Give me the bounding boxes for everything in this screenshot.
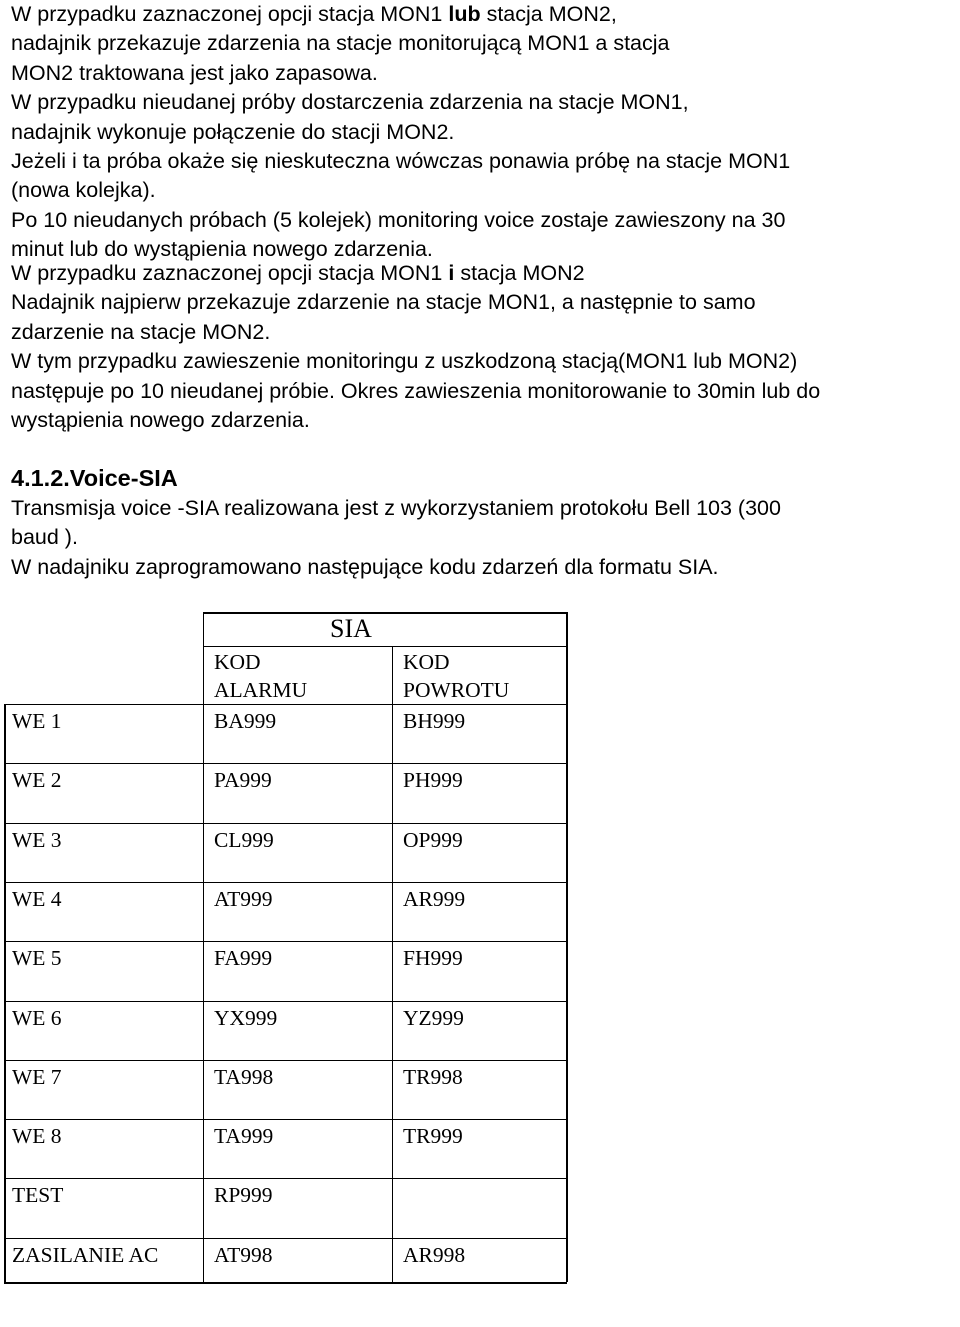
- alarm-code-cell: CL999: [214, 828, 274, 852]
- bold-keyword-i: i: [448, 261, 455, 285]
- alarm-code-cell: AT999: [214, 887, 273, 911]
- paragraph-text: stacja MON2, nadajnik przekazuje zdarzenia na stacje monitorującą MON1 a stacja MON2 traktowana jest jako zapasowa. W przypadku nieudanej próby dostarczenia zdarzenia na stacje MON1, nadajnik wykonuje połączenie do stacji MON2. Jeżeli i ta próba okaże się nieskuteczna wówczas ponawia próbę na stacje MON1 (nowa kolejka). Po 10 nieudanych próbach (5 kolejek) monitoring voice zostaje zawieszony na 30 minut lub do wystąpienia nowego zdarzenia.: [11, 2, 791, 262]
- table-row-label: WE 4: [12, 887, 62, 911]
- table-row-label: ZASILANIE AC: [12, 1243, 159, 1267]
- alarm-code-cell: RP999: [214, 1183, 273, 1207]
- alarm-code-cell: AT998: [214, 1243, 273, 1267]
- paragraph-mon1-or-mon2: [11, 0, 960, 265]
- table-row-divider: [4, 763, 567, 764]
- alarm-code-cell: FA999: [214, 946, 273, 970]
- restore-code-cell: AR999: [403, 887, 466, 911]
- table-row-divider: [4, 1060, 567, 1061]
- table-bottom-border: [4, 1282, 567, 1284]
- alarm-code-cell: BA999: [214, 709, 277, 733]
- table-col-divider: [203, 612, 204, 1282]
- restore-code-cell: OP999: [403, 828, 463, 852]
- table-row-label: WE 3: [12, 828, 62, 852]
- restore-code-cell: YZ999: [403, 1006, 464, 1030]
- restore-code-cell: AR998: [403, 1243, 466, 1267]
- paragraph-mon1-and-mon2: [11, 259, 960, 435]
- alarm-code-cell: TA999: [214, 1124, 274, 1148]
- paragraph-text: W przypadku zaznaczonej opcji stacja MON1: [11, 2, 449, 26]
- table-row-divider: [4, 1001, 567, 1002]
- table-row-label: WE 8: [12, 1124, 62, 1148]
- restore-code-cell: FH999: [403, 946, 463, 970]
- alarm-code-cell: PA999: [214, 768, 272, 792]
- restore-code-cell: PH999: [403, 768, 463, 792]
- table-top-border: [203, 612, 567, 614]
- alarm-code-cell: YX999: [214, 1006, 278, 1030]
- table-right-border: [566, 612, 568, 1282]
- table-row-label: WE 2: [12, 768, 62, 792]
- section-heading: 4.1.2.Voice-SIA: [11, 465, 178, 491]
- table-header-divider: [203, 646, 567, 647]
- table-row-label: WE 6: [12, 1006, 62, 1030]
- table-row-label: WE 1: [12, 709, 62, 733]
- table-row-divider: [4, 1178, 567, 1179]
- table-row-divider: [4, 941, 567, 942]
- table-row-label: TEST: [12, 1183, 64, 1207]
- table-row-label: WE 5: [12, 946, 62, 970]
- restore-code-cell: TR998: [403, 1065, 463, 1089]
- restore-code-cell: TR999: [403, 1124, 463, 1148]
- paragraph-text: stacja MON2 Nadajnik najpierw przekazuje zdarzenie na stacje MON1, a następnie to samo zdarzenie na stacje MON2. W tym przypadku zawieszenie monitoringu z uszkodzoną stacją(MON1 lub MON2) następuje po 10 nieudanej próbie. Okres zawieszenia monitorowanie to 30min lub do wystąpienia nowego zdarzenia.: [11, 261, 821, 433]
- table-col-divider: [392, 646, 393, 1282]
- table-row-divider: [4, 1119, 567, 1120]
- table-row-divider: [4, 704, 567, 705]
- table-left-border: [4, 704, 6, 1282]
- bold-keyword-lub: lub: [448, 2, 481, 26]
- column-header-alarm-code: KOD ALARMU: [214, 650, 308, 702]
- restore-code-cell: BH999: [403, 709, 466, 733]
- table-row-label: WE 7: [12, 1065, 62, 1089]
- table-row-divider: [4, 823, 567, 824]
- alarm-code-cell: TA998: [214, 1065, 274, 1089]
- paragraph-text: W przypadku zaznaczonej opcji stacja MON1: [11, 261, 449, 285]
- table-row-divider: [4, 1238, 567, 1239]
- column-header-restore-code: KOD POWROTU: [403, 650, 510, 702]
- table-group-header: SIA: [330, 614, 372, 643]
- table-row-divider: [4, 882, 567, 883]
- section-intro-text: Transmisja voice -SIA realizowana jest z wykorzystaniem protokołu Bell 103 (300 baud ). W nadajniku zaprogramowano następujące kodu zdarzeń dla formatu SIA.: [11, 496, 781, 579]
